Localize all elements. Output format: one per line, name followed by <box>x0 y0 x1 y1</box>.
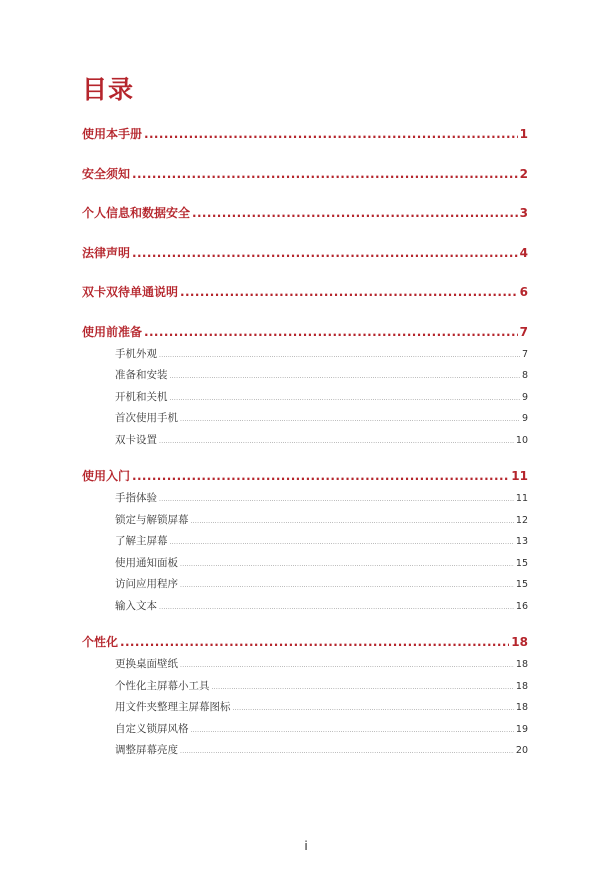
dot-leader <box>212 677 514 698</box>
dot-leader <box>120 632 509 652</box>
toc-section[interactable] <box>115 531 528 553</box>
toc-section[interactable] <box>115 510 528 532</box>
dot-leader <box>180 554 514 575</box>
dot-leader <box>192 203 518 223</box>
toc-section[interactable] <box>115 574 528 596</box>
section-title: 双卡设置 <box>115 433 157 446</box>
toc-section[interactable] <box>115 387 528 409</box>
section-title: 输入文本 <box>115 599 157 612</box>
section-page-number: 15 <box>515 579 528 590</box>
section-title: 自定义锁屏风格 <box>115 722 189 735</box>
dot-leader <box>159 431 514 452</box>
dot-leader <box>170 532 514 553</box>
dot-leader <box>144 322 518 342</box>
section-page-number: 18 <box>515 702 528 713</box>
toc-chapter[interactable] <box>82 632 528 652</box>
chapter-title: 个人信息和数据安全 <box>82 206 191 220</box>
chapter-page-number: 2 <box>519 166 528 181</box>
toc-section[interactable] <box>115 697 528 719</box>
dot-leader <box>132 164 518 184</box>
toc-section[interactable] <box>115 344 528 366</box>
toc-section[interactable] <box>115 553 528 575</box>
section-page-number: 9 <box>521 413 528 424</box>
chapter-title: 安全须知 <box>82 166 131 181</box>
page-title: 目录 <box>82 75 135 104</box>
section-title: 了解主屏幕 <box>115 535 168 547</box>
toc-chapter[interactable] <box>82 124 528 144</box>
toc-section[interactable] <box>115 365 528 387</box>
chapter-page-number: 4 <box>519 245 528 260</box>
section-title: 准备和安装 <box>115 369 168 381</box>
section-title: 访问应用程序 <box>115 578 178 590</box>
section-title: 首次使用手机 <box>115 412 178 424</box>
section-page-number: 19 <box>515 723 528 735</box>
toc-chapter[interactable] <box>82 466 528 486</box>
section-page-number: 7 <box>521 348 528 360</box>
section-title: 更换桌面壁纸 <box>115 658 178 670</box>
toc-chapter[interactable] <box>82 203 528 223</box>
section-page-number: 18 <box>515 659 528 670</box>
section-list <box>115 654 528 762</box>
chapter-title: 个性化 <box>82 635 119 649</box>
dot-leader <box>159 597 514 618</box>
dot-leader <box>180 575 514 596</box>
section-title: 用文件夹整理主屏幕图标 <box>115 701 231 713</box>
section-page-number: 12 <box>515 514 528 526</box>
chapter-title: 使用前准备 <box>82 324 143 339</box>
dot-leader <box>132 466 509 486</box>
section-page-number: 8 <box>521 370 528 381</box>
section-title: 个性化主屏幕小工具 <box>115 679 210 692</box>
toc-section[interactable] <box>115 676 528 698</box>
section-page-number: 11 <box>515 493 528 504</box>
toc-section[interactable] <box>115 654 528 676</box>
section-title: 开机和关机 <box>115 390 168 403</box>
chapter-title: 使用本手册 <box>82 127 143 141</box>
dot-leader <box>132 243 518 263</box>
section-page-number: 16 <box>515 600 528 612</box>
chapter-title: 双卡双待单通说明 <box>82 285 179 299</box>
toc-section[interactable] <box>115 596 528 618</box>
toc-chapter[interactable] <box>82 243 528 263</box>
chapter-title: 使用入门 <box>82 469 131 483</box>
dot-leader <box>180 655 514 676</box>
dot-leader <box>180 409 520 430</box>
dot-leader <box>180 741 514 762</box>
toc-chapter[interactable] <box>82 282 528 302</box>
dot-leader <box>170 366 520 387</box>
chapter-page-number: 3 <box>519 206 528 220</box>
section-title: 手机外观 <box>115 347 157 360</box>
page-number: i <box>304 839 308 853</box>
toc-section[interactable] <box>115 719 528 741</box>
table-of-contents <box>82 124 528 777</box>
chapter-title: 法律声明 <box>82 245 131 260</box>
toc-section[interactable] <box>115 430 528 452</box>
section-title: 调整屏幕亮度 <box>115 744 178 756</box>
dot-leader <box>144 124 518 144</box>
chapter-page-number: 1 <box>519 127 528 141</box>
toc-chapter[interactable] <box>82 322 528 342</box>
toc-section[interactable] <box>115 488 528 510</box>
chapter-page-number: 6 <box>519 285 528 299</box>
section-page-number: 18 <box>515 680 528 692</box>
section-title: 锁定与解锁屏幕 <box>115 513 189 526</box>
dot-leader <box>191 720 514 741</box>
section-page-number: 20 <box>515 745 528 756</box>
section-page-number: 9 <box>521 391 528 403</box>
section-page-number: 15 <box>515 557 528 569</box>
dot-leader <box>233 698 514 719</box>
section-page-number: 13 <box>515 536 528 547</box>
dot-leader <box>159 345 520 366</box>
section-title: 使用通知面板 <box>115 556 178 569</box>
dot-leader <box>180 282 518 302</box>
section-list <box>115 488 528 617</box>
dot-leader <box>191 511 514 532</box>
chapter-page-number: 7 <box>519 324 528 339</box>
chapter-page-number: 11 <box>511 469 528 483</box>
section-title: 手指体验 <box>115 492 157 504</box>
toc-section[interactable] <box>115 408 528 430</box>
section-page-number: 10 <box>515 434 528 446</box>
chapter-page-number: 18 <box>511 635 528 649</box>
dot-leader <box>170 388 520 409</box>
toc-section[interactable] <box>115 740 528 762</box>
toc-chapter[interactable] <box>82 164 528 184</box>
dot-leader <box>159 489 514 510</box>
section-list <box>115 344 528 452</box>
